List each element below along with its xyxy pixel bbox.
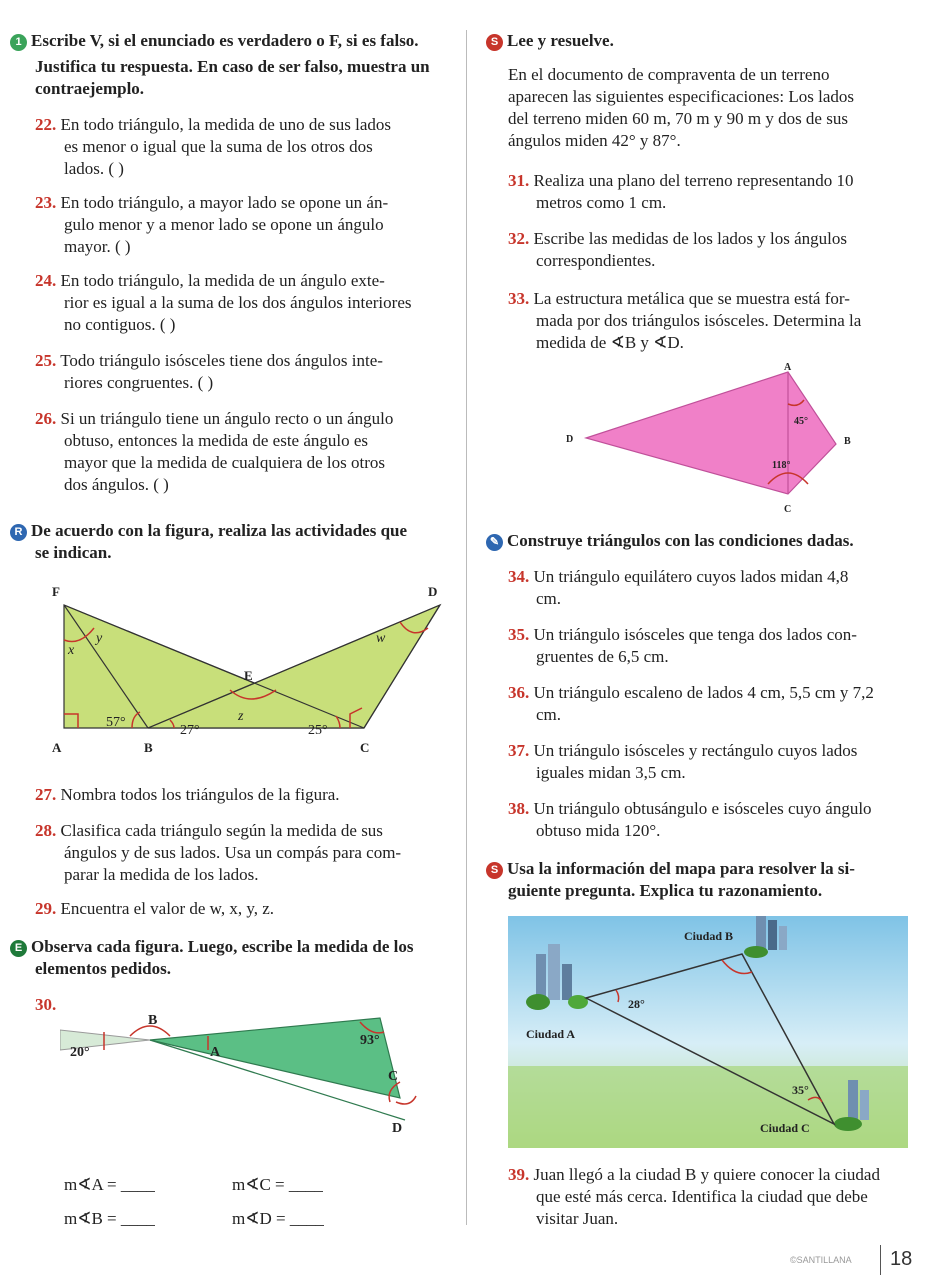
tree-icon	[744, 946, 768, 958]
answer-b: m∢B = ____	[64, 1209, 155, 1228]
exercise-line: ángulos y de sus lados. Usa un compás para com-	[64, 843, 402, 862]
building-icon	[756, 916, 766, 950]
exercise-line: rior es igual a la suma de los dos ángulos interiores	[64, 293, 412, 312]
exercise-line: Un triángulo equilátero cuyos lados midan 4,8	[533, 567, 849, 586]
section-e-title: Observa cada figura. Luego, escribe la medida de los	[31, 937, 414, 956]
exercise-number: 33.	[508, 289, 530, 308]
cities-map	[508, 916, 908, 1148]
exercise-line: Juan llegó a la ciudad B y quiere conocer la ciudad	[533, 1165, 880, 1184]
label-27: 27°	[180, 723, 200, 738]
intro-line: del terreno miden 60 m, 70 m y 90 m y dos de sus	[508, 109, 848, 128]
label-city-a: Ciudad A	[526, 1027, 576, 1041]
building-icon	[848, 1080, 858, 1120]
label-f: F	[52, 584, 60, 599]
exercise-line: es menor o igual que la suma de los otros dos	[64, 137, 373, 156]
section-1-subtitle: Justifica tu respuesta. En caso de ser falso, muestra un contraejemplo.	[35, 57, 430, 98]
tree-icon	[834, 1117, 862, 1131]
exercise-37	[508, 740, 857, 762]
label-city-b: Ciudad B	[684, 929, 734, 943]
exercise-line: Un triángulo isósceles y rectángulo cuyos lados	[533, 741, 858, 760]
page-number: 18	[890, 1248, 913, 1270]
label-d: D	[428, 584, 438, 599]
label-57: 57°	[106, 715, 126, 730]
exercise-23	[35, 192, 388, 214]
section-1-heading	[10, 30, 460, 52]
exercise-32	[508, 228, 847, 250]
exercise-28	[35, 820, 383, 842]
exercise-number: 38.	[508, 799, 530, 818]
section-r-title-line2: se indican.	[35, 543, 112, 562]
label-c: C	[388, 1069, 399, 1084]
exercise-35	[508, 624, 857, 646]
section-s2-heading	[486, 858, 855, 880]
section-r-heading	[10, 520, 460, 542]
label-25: 25°	[308, 723, 328, 738]
label-45: 45°	[794, 416, 808, 427]
exercise-number: 24.	[35, 271, 57, 290]
label-c: C	[360, 740, 370, 755]
exercise-24	[35, 270, 385, 292]
answer-a: m∢A = ____	[64, 1175, 155, 1194]
kite-figure	[556, 362, 876, 522]
exercise-line: Escribe las medidas de los lados y los ángulos	[533, 229, 848, 248]
exercise-36	[508, 682, 874, 704]
intro-line: En el documento de compraventa de un terreno	[508, 65, 830, 84]
wedge-right-triangle	[150, 1018, 400, 1098]
exercise-number: 29.	[35, 899, 57, 918]
label-city-c: Ciudad C	[760, 1121, 810, 1135]
label-118: 118°	[772, 460, 791, 471]
exercise-line: Todo triángulo isósceles tiene dos ángulos inte-	[60, 351, 383, 370]
exercise-line: Realiza una plano del terreno representando 10	[533, 171, 854, 190]
exercise-number: 31.	[508, 171, 530, 190]
angles-figure	[60, 1010, 440, 1140]
section-r-title: De acuerdo con la figura, realiza las actividades que	[31, 521, 408, 540]
building-icon	[536, 954, 546, 1000]
exercise-25	[35, 350, 383, 372]
exercise-line: mada por dos triángulos isósceles. Determina la	[536, 311, 862, 330]
exercise-33	[508, 288, 850, 310]
label-a: A	[784, 362, 792, 373]
label-35: 35°	[792, 1083, 809, 1097]
exercise-line: que esté más cerca. Identifica la ciudad que debe	[536, 1187, 868, 1206]
exercise-line: visitar Juan.	[536, 1209, 619, 1228]
triangles-figure	[40, 580, 460, 760]
exercise-34	[508, 566, 848, 588]
exercise-line: Si un triángulo tiene un ángulo recto o un ángulo	[60, 409, 394, 428]
exercise-number: 32.	[508, 229, 530, 248]
building-icon	[548, 944, 560, 1000]
exercise-number: 37.	[508, 741, 530, 760]
compass-icon: ✎	[486, 534, 503, 551]
section-e-badge: E	[10, 940, 27, 957]
exercise-line: Encuentra el valor de w, x, y, z.	[60, 899, 275, 918]
section-s2-badge: S	[486, 862, 503, 879]
column-divider	[466, 30, 467, 1225]
label-w: w	[376, 631, 386, 646]
exercise-number: 34.	[508, 567, 530, 586]
exercise-line: iguales midan 3,5 cm.	[536, 763, 686, 782]
label-93: 93°	[360, 1033, 380, 1048]
label-a: A	[210, 1045, 221, 1060]
section-construye-heading	[486, 530, 854, 552]
footer-divider	[880, 1245, 881, 1275]
exercise-line: parar la medida de los lados.	[64, 865, 259, 884]
exercise-line: metros como 1 cm.	[536, 193, 667, 212]
section-s1-badge: S	[486, 34, 503, 51]
exercise-line: Nombra todos los triángulos de la figura.	[60, 785, 340, 804]
label-z: z	[238, 709, 244, 724]
label-b: B	[144, 740, 153, 755]
exercise-line: no contiguos. ( )	[64, 315, 176, 334]
exercise-number: 28.	[35, 821, 57, 840]
answer-c: m∢C = ____	[232, 1175, 323, 1194]
label-b: B	[844, 436, 851, 447]
exercise-line: En todo triángulo, la medida de un ángulo exte-	[60, 271, 385, 290]
exercise-number: 35.	[508, 625, 530, 644]
label-d: D	[392, 1121, 403, 1136]
section-s2-title-line2: guiente pregunta. Explica tu razonamiento.	[508, 881, 823, 900]
building-icon	[562, 964, 572, 1000]
exercise-31	[508, 170, 854, 192]
building-icon	[779, 926, 787, 950]
exercise-39	[508, 1164, 880, 1186]
exercise-line: La estructura metálica que se muestra está for-	[533, 289, 850, 308]
answer-d: m∢D = ____	[232, 1209, 324, 1228]
section-construye-title: Construye triángulos con las condiciones dadas.	[507, 531, 854, 550]
tree-icon	[526, 994, 550, 1010]
exercise-number: 23.	[35, 193, 57, 212]
exercise-line: gruentes de 6,5 cm.	[536, 647, 669, 666]
exercise-line: Un triángulo isósceles que tenga dos lados con-	[533, 625, 857, 644]
section-1-title: Escribe V, si el enunciado es verdadero o F, si es falso.	[31, 31, 419, 50]
exercise-line: obtuso, entonces la medida de este ángulo es	[64, 431, 369, 450]
exercise-27	[35, 784, 340, 806]
section-r-badge: R	[10, 524, 27, 541]
exercise-line: correspondientes.	[536, 251, 656, 270]
label-y: y	[96, 631, 103, 646]
exercise-line: riores congruentes. ( )	[64, 373, 214, 392]
exercise-30-number: 30.	[35, 995, 57, 1014]
intro-line: aparecen las siguientes especificaciones: Los lados	[508, 87, 855, 106]
building-icon	[860, 1090, 869, 1120]
exercise-26	[35, 408, 393, 430]
exercise-line: Un triángulo obtusángulo e isósceles cuyo ángulo	[533, 799, 872, 818]
exercise-line: En todo triángulo, a mayor lado se opone un án-	[60, 193, 389, 212]
exercise-22	[35, 114, 391, 136]
exercise-29	[35, 898, 274, 920]
section-e-title-line2: elementos pedidos.	[35, 959, 171, 978]
exercise-line: gulo menor y a menor lado se opone un ángulo	[64, 215, 384, 234]
exercise-number: 39.	[508, 1165, 530, 1184]
label-d: D	[566, 434, 574, 445]
exercise-line: cm.	[536, 589, 562, 608]
exercise-number: 27.	[35, 785, 57, 804]
label-c: C	[784, 504, 792, 515]
section-s1-heading	[486, 30, 614, 52]
label-a: A	[52, 740, 62, 755]
exercise-line: dos ángulos. ( )	[64, 475, 169, 494]
label-e: E	[244, 668, 253, 683]
section-1-badge: 1	[10, 34, 27, 51]
label-b: B	[148, 1013, 158, 1028]
section-e-heading	[10, 936, 460, 958]
exercise-line: obtuso mida 120°.	[536, 821, 661, 840]
building-icon	[768, 920, 777, 950]
exercise-38	[508, 798, 872, 820]
exercise-number: 26.	[35, 409, 57, 428]
exercise-number: 36.	[508, 683, 530, 702]
exercise-line: En todo triángulo, la medida de uno de sus lados	[60, 115, 391, 134]
intro-line: ángulos miden 42° y 87°.	[508, 131, 681, 150]
section-s1-title: Lee y resuelve.	[507, 31, 614, 50]
exercise-line: mayor. ( )	[64, 237, 131, 256]
exercise-number: 22.	[35, 115, 57, 134]
exercise-line: Clasifica cada triángulo según la medida de sus	[60, 821, 383, 840]
exercise-line: lados. ( )	[64, 159, 124, 178]
exercise-line: mayor que la medida de cualquiera de los otros	[64, 453, 385, 472]
label-28: 28°	[628, 997, 645, 1011]
publisher-mark: ©SANTILLANA	[790, 1255, 852, 1265]
exercise-line: cm.	[536, 705, 562, 724]
tree-icon	[568, 995, 588, 1009]
section-s2-title: Usa la información del mapa para resolver la si-	[507, 859, 855, 878]
exercise-number: 25.	[35, 351, 57, 370]
label-20: 20°	[70, 1045, 90, 1060]
label-x: x	[68, 643, 75, 658]
exercise-line: Un triángulo escaleno de lados 4 cm, 5,5 cm y 7,2	[533, 683, 874, 702]
exercise-line: medida de ∢B y ∢D.	[536, 333, 684, 352]
